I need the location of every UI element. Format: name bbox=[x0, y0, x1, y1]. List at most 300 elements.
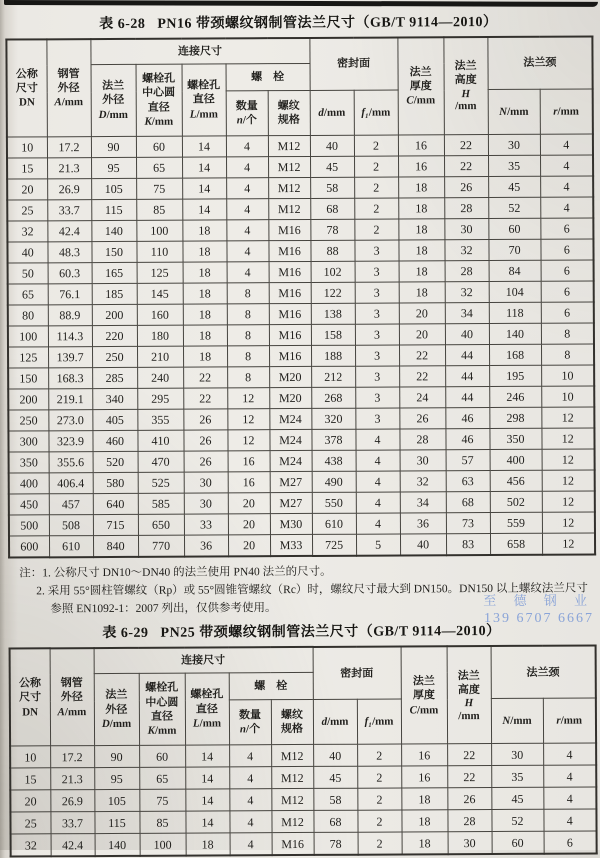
table-cell: 16 bbox=[401, 766, 447, 788]
col-header-seal-d bbox=[310, 90, 354, 135]
table-cell: 28 bbox=[445, 261, 489, 282]
group-header-bolt: 螺 栓 bbox=[229, 673, 313, 700]
table-cell: 4 bbox=[229, 767, 271, 789]
table-cell: 3 bbox=[355, 261, 399, 282]
table-cell: 25 bbox=[10, 812, 50, 834]
table-row bbox=[8, 365, 594, 389]
table-cell: 14 bbox=[185, 811, 229, 833]
table-cell: 17.2 bbox=[50, 746, 94, 768]
header-symbol: H /mm bbox=[455, 87, 477, 113]
table-cell: 52 bbox=[491, 810, 543, 832]
table-cell: 65 bbox=[136, 157, 182, 178]
table-cell: 520 bbox=[93, 451, 138, 472]
table-row bbox=[9, 533, 595, 558]
header-label: 法兰 厚度 bbox=[409, 65, 432, 93]
table-cell: 138 bbox=[311, 303, 355, 324]
table-cell: 300 bbox=[8, 431, 48, 452]
table2-caption-title: PN25 带颈螺纹钢制管法兰尺寸（GB/T 9114—2010） bbox=[160, 624, 501, 642]
table-cell: 2 bbox=[354, 177, 398, 198]
table-cell: 456 bbox=[490, 470, 542, 491]
table-cell: 75 bbox=[136, 178, 182, 199]
table-cell: 26 bbox=[399, 408, 445, 429]
table-cell: 12 bbox=[227, 409, 269, 430]
table-cell: 24 bbox=[399, 387, 445, 408]
table-cell: 65 bbox=[8, 284, 48, 305]
table-cell: 2 bbox=[354, 198, 398, 219]
table-cell: 285 bbox=[92, 367, 137, 388]
table-cell: M12 bbox=[268, 135, 310, 156]
table-cell: 46 bbox=[445, 429, 489, 450]
table-cell: 250 bbox=[8, 410, 48, 431]
table-cell: 88 bbox=[310, 240, 354, 261]
table-cell: 246 bbox=[489, 386, 541, 407]
col-header-seal-f1 bbox=[357, 699, 401, 744]
table-cell: 33.7 bbox=[50, 812, 94, 834]
table-cell: 58 bbox=[313, 789, 357, 811]
table-cell: 100 bbox=[140, 834, 186, 857]
table-cell: 16 bbox=[228, 451, 270, 472]
table-row bbox=[7, 134, 593, 158]
table-row bbox=[10, 743, 596, 768]
table-cell: 12 bbox=[227, 388, 269, 409]
flange-dimensions-table-pn16 bbox=[5, 35, 596, 558]
scanned-page bbox=[0, 4, 600, 858]
table-cell: 20 bbox=[228, 493, 270, 514]
table-row bbox=[11, 831, 597, 857]
header-symbol: f₁/mm bbox=[361, 106, 391, 119]
table-cell: 3 bbox=[355, 303, 399, 324]
table-cell: 104 bbox=[489, 281, 541, 302]
table-cell: 75 bbox=[139, 790, 185, 812]
table-cell: 4 bbox=[226, 157, 268, 178]
col-header-thread bbox=[268, 90, 310, 135]
table-cell: 60 bbox=[488, 218, 540, 239]
col-header-qty bbox=[226, 91, 268, 136]
table-cell: 4 bbox=[226, 241, 268, 262]
table-cell: 18 bbox=[183, 283, 227, 304]
col-header-seal-d bbox=[313, 700, 357, 745]
table-cell: 44 bbox=[445, 366, 489, 387]
table-cell: 320 bbox=[311, 408, 355, 429]
table-cell: 22 bbox=[444, 156, 488, 177]
table-cell: 30 bbox=[400, 450, 446, 471]
table-cell: 8 bbox=[227, 325, 269, 346]
table-cell: 14 bbox=[185, 789, 229, 811]
col-header-neck-r bbox=[540, 89, 593, 134]
table-row bbox=[10, 809, 596, 834]
table-cell: 60 bbox=[139, 746, 185, 768]
table-cell: 4 bbox=[356, 471, 400, 492]
header-symbol: L/mm bbox=[192, 717, 222, 730]
col-header-pipe-od bbox=[46, 39, 91, 137]
table-notes bbox=[19, 562, 600, 618]
table-cell: 508 bbox=[49, 515, 93, 536]
table2-body bbox=[10, 743, 597, 857]
note-text: 参照 EN1092-1：2007 列出，仅供参考使用。 bbox=[50, 601, 277, 615]
table-cell: 22 bbox=[399, 345, 445, 366]
table-cell: 185 bbox=[92, 283, 137, 304]
table1-header bbox=[6, 36, 593, 137]
table-cell: 84 bbox=[489, 260, 541, 281]
table-cell: 168 bbox=[489, 344, 541, 365]
header-symbol: r/mm bbox=[553, 105, 579, 118]
table-cell: 118 bbox=[489, 302, 541, 323]
table-cell: 26 bbox=[184, 451, 228, 472]
table-cell: 4 bbox=[356, 492, 400, 513]
table-cell: M16 bbox=[269, 345, 311, 366]
header-label: 螺栓孔 中心圆 直径 bbox=[142, 72, 176, 114]
table-cell: 14 bbox=[185, 745, 229, 767]
table-cell: 18 bbox=[399, 282, 445, 303]
table-cell: 2 bbox=[357, 788, 401, 810]
table-cell: 20 bbox=[10, 790, 50, 812]
table-cell: 490 bbox=[312, 471, 356, 492]
table-cell: 36 bbox=[400, 513, 446, 534]
table-cell: 90 bbox=[94, 746, 139, 768]
table-cell: 600 bbox=[9, 536, 49, 558]
table-cell: 16 bbox=[398, 156, 444, 177]
header-symbol: A/mm bbox=[54, 96, 84, 109]
table-row bbox=[7, 197, 593, 221]
table-row bbox=[8, 428, 594, 452]
table-cell: 3 bbox=[355, 387, 399, 408]
table-cell: 32 bbox=[444, 240, 488, 261]
table-cell: 42.4 bbox=[51, 834, 95, 857]
table-row bbox=[7, 218, 593, 242]
table-cell: 122 bbox=[311, 282, 355, 303]
table-cell: 26 bbox=[183, 430, 227, 451]
table-cell: 840 bbox=[93, 535, 138, 557]
table-cell: 114.3 bbox=[48, 326, 92, 347]
group-header-neck: 法兰颈 bbox=[491, 646, 596, 699]
table-row bbox=[9, 512, 595, 536]
table-cell: 355.6 bbox=[49, 452, 93, 473]
table-cell: 16 bbox=[401, 744, 447, 766]
table-cell: 2 bbox=[357, 810, 401, 832]
table-cell: 63 bbox=[446, 471, 490, 492]
header-label: 数量 bbox=[235, 99, 258, 113]
table-cell: 95 bbox=[91, 157, 136, 178]
table-row bbox=[7, 155, 593, 179]
table-cell: 180 bbox=[137, 325, 183, 346]
table-cell: 21.3 bbox=[50, 768, 94, 790]
header-label: 法兰 外径 bbox=[102, 79, 125, 107]
table-row bbox=[8, 344, 594, 368]
table-cell: 50 bbox=[8, 263, 48, 284]
table-cell: 8 bbox=[227, 367, 269, 388]
table-cell: 550 bbox=[312, 492, 356, 513]
header-label: 法兰 高度 bbox=[457, 669, 480, 696]
table-cell: 18 bbox=[399, 261, 445, 282]
table-cell: 22 bbox=[447, 744, 491, 766]
table-cell: 400 bbox=[9, 473, 49, 494]
table-cell: 4 bbox=[229, 745, 271, 767]
table-cell: 35 bbox=[488, 155, 540, 176]
table-cell: M16 bbox=[269, 324, 311, 345]
table-cell: 3 bbox=[355, 324, 399, 345]
table-cell: 268 bbox=[311, 387, 355, 408]
table-row bbox=[8, 323, 594, 347]
header-symbol: K/mm bbox=[144, 115, 174, 128]
table-cell: 18 bbox=[401, 788, 447, 810]
table-row bbox=[9, 491, 595, 515]
table-cell: 139.7 bbox=[48, 347, 92, 368]
table-cell: 6 bbox=[541, 281, 594, 302]
table-cell: 28 bbox=[399, 429, 445, 450]
table-cell: 2 bbox=[354, 219, 398, 240]
table-cell: 32 bbox=[7, 221, 47, 242]
group-header-connection: 连接尺寸 bbox=[94, 647, 313, 674]
table-cell: 88.9 bbox=[48, 305, 92, 326]
table-cell: 20 bbox=[228, 535, 270, 557]
table-cell: 15 bbox=[7, 158, 47, 179]
table-cell: M27 bbox=[270, 492, 312, 513]
table-cell: 6 bbox=[541, 302, 594, 323]
table-cell: 165 bbox=[92, 262, 137, 283]
table-cell: 46 bbox=[445, 408, 489, 429]
table-cell: 8 bbox=[541, 344, 594, 365]
col-header-bolt-circle bbox=[136, 64, 182, 136]
table-cell: 3 bbox=[355, 366, 399, 387]
table-cell: 14 bbox=[182, 199, 226, 220]
table-cell: 90 bbox=[91, 136, 136, 157]
table-cell: 45 bbox=[313, 767, 357, 789]
note-text: 2. 采用 55°圆柱管螺纹（Rp）或 55°圆锥管螺纹（Rc）时，螺纹尺寸最大到 DN150。DN150 以上螺纹法兰尺寸 bbox=[36, 582, 588, 598]
header-symbol: C/mm bbox=[409, 703, 439, 717]
header-symbol: D/mm bbox=[101, 717, 132, 731]
table-row bbox=[7, 176, 593, 200]
table-cell: 350 bbox=[9, 452, 49, 473]
header-label: 螺纹 规格 bbox=[277, 99, 300, 127]
table-cell: 85 bbox=[139, 812, 185, 834]
table-cell: 26.9 bbox=[47, 179, 91, 200]
table-cell: M12 bbox=[268, 156, 310, 177]
table-cell: 52 bbox=[488, 197, 540, 218]
table-cell: 16 bbox=[398, 135, 444, 156]
header-symbol: r/mm bbox=[556, 714, 583, 727]
table-cell: 4 bbox=[226, 178, 268, 199]
note-text: 1. 公称尺寸 DN10～DN40 的法兰使用 PN40 法兰的尺寸。 bbox=[42, 565, 332, 580]
table-cell: 32 bbox=[445, 282, 489, 303]
table-cell: M30 bbox=[270, 513, 312, 534]
table-row bbox=[8, 386, 594, 410]
table-cell: 20 bbox=[399, 303, 445, 324]
header-symbol: H /mm bbox=[458, 697, 480, 722]
table-cell: 65 bbox=[139, 768, 185, 790]
table-cell: 210 bbox=[137, 346, 183, 367]
flange-dimensions-table-pn25 bbox=[9, 645, 598, 858]
table-cell: 4 bbox=[540, 176, 593, 197]
table-cell: 60 bbox=[492, 832, 544, 855]
table1-caption-title: PN16 带颈螺纹钢制管法兰尺寸（GB/T 9114—2010） bbox=[157, 14, 498, 32]
table-cell: 295 bbox=[137, 388, 183, 409]
table-cell: 3 bbox=[354, 240, 398, 261]
col-header-flange-od bbox=[94, 674, 139, 746]
table-cell: 100 bbox=[136, 220, 182, 241]
table-cell: 30 bbox=[444, 219, 488, 240]
table-cell: 28 bbox=[447, 810, 491, 832]
table-cell: 18 bbox=[183, 262, 227, 283]
col-header-flange-od bbox=[91, 64, 136, 136]
table-cell: 14 bbox=[185, 767, 229, 789]
table-cell: 10 bbox=[541, 386, 594, 407]
table-cell: 30 bbox=[491, 744, 543, 766]
col-header-qty bbox=[229, 700, 271, 745]
table-cell: 658 bbox=[490, 533, 542, 555]
table-cell: 6 bbox=[541, 260, 594, 281]
table-cell: M24 bbox=[269, 408, 311, 429]
table-cell: 405 bbox=[92, 409, 137, 430]
table-cell: 400 bbox=[490, 449, 542, 470]
table-cell: M16 bbox=[268, 219, 310, 240]
table-cell: 18 bbox=[398, 240, 444, 261]
note-label: 注： bbox=[19, 567, 43, 580]
table-cell: M20 bbox=[269, 366, 311, 387]
table-cell: 40 bbox=[7, 242, 47, 263]
col-header-dn bbox=[6, 39, 47, 137]
table-cell: 4 bbox=[540, 134, 593, 155]
table-cell: 6 bbox=[540, 218, 593, 239]
table-cell: 220 bbox=[92, 325, 137, 346]
table-cell: 40 bbox=[310, 135, 354, 156]
header-label: 钢管 外径 bbox=[60, 677, 83, 704]
header-label: 公称 尺寸 DN bbox=[15, 67, 38, 109]
table-cell: 14 bbox=[182, 178, 226, 199]
table-cell: 21.3 bbox=[47, 158, 91, 179]
table-row bbox=[8, 281, 594, 305]
table-cell: 26.9 bbox=[50, 790, 94, 812]
table-cell: 45 bbox=[491, 788, 543, 810]
table-cell: 18 bbox=[186, 833, 230, 856]
table-cell: 18 bbox=[398, 177, 444, 198]
group-header-connection: 连接尺寸 bbox=[90, 38, 309, 65]
table-cell: 3 bbox=[355, 408, 399, 429]
table2-header bbox=[10, 646, 597, 747]
table-cell: 12 bbox=[542, 533, 595, 555]
table-cell: 2 bbox=[357, 744, 401, 766]
table-cell: 78 bbox=[314, 833, 358, 856]
table-cell: 18 bbox=[402, 832, 448, 855]
header-symbol: C/mm bbox=[406, 94, 436, 107]
table-cell: 4 bbox=[543, 765, 596, 787]
table-cell: 150 bbox=[91, 241, 136, 262]
table-cell: 25 bbox=[7, 200, 47, 221]
table-cell: 105 bbox=[91, 178, 136, 199]
table-cell: 58 bbox=[310, 177, 354, 198]
table-cell: 240 bbox=[137, 367, 183, 388]
table-cell: 10 bbox=[541, 365, 594, 386]
table-cell: 12 bbox=[542, 512, 595, 533]
table-cell: 5 bbox=[356, 534, 400, 556]
note-line bbox=[36, 580, 600, 601]
table-cell: 40 bbox=[313, 745, 357, 767]
header-symbol: K/mm bbox=[147, 724, 177, 738]
table-cell: 45 bbox=[310, 156, 354, 177]
header-label: 螺纹 规格 bbox=[280, 709, 304, 736]
col-header-height bbox=[443, 37, 488, 135]
table-cell: 30 bbox=[448, 832, 492, 855]
col-header-seal-f1 bbox=[354, 90, 398, 135]
table-cell: 650 bbox=[138, 514, 184, 535]
col-header-height bbox=[447, 646, 492, 744]
table-cell: M12 bbox=[268, 198, 310, 219]
table-cell: 32 bbox=[11, 834, 51, 857]
header-label: 法兰 厚度 bbox=[412, 675, 435, 702]
table-cell: 168.3 bbox=[48, 368, 92, 389]
table-cell: 410 bbox=[137, 430, 183, 451]
table-cell: 2 bbox=[354, 156, 398, 177]
table-cell: 525 bbox=[138, 472, 184, 493]
table-cell: 298 bbox=[489, 407, 541, 428]
table-cell: 68 bbox=[313, 811, 357, 833]
table-cell: 4 bbox=[540, 155, 593, 176]
table-row bbox=[9, 449, 595, 473]
table-cell: 355 bbox=[137, 409, 183, 430]
table-row bbox=[8, 407, 594, 431]
table-cell: 4 bbox=[543, 787, 596, 809]
table-cell: 68 bbox=[310, 198, 354, 219]
table-cell: 4 bbox=[543, 809, 596, 831]
table-cell: 36 bbox=[184, 535, 228, 557]
table-cell: 10 bbox=[7, 137, 47, 158]
table-cell: 17.2 bbox=[47, 137, 91, 158]
table-cell: M24 bbox=[269, 429, 311, 450]
col-header-dn bbox=[10, 649, 51, 747]
watermark-company: 至 德 钢 业 bbox=[483, 593, 594, 608]
table-cell: 219.1 bbox=[48, 389, 92, 410]
header-symbol: d/mm bbox=[318, 106, 346, 119]
table-cell: 323.9 bbox=[48, 431, 92, 452]
table-cell: 585 bbox=[138, 493, 184, 514]
table-cell: 500 bbox=[9, 515, 49, 536]
table-row bbox=[8, 260, 594, 284]
table-cell: 34 bbox=[445, 303, 489, 324]
table-cell: 4 bbox=[229, 811, 271, 833]
header-label: 螺栓孔 直径 bbox=[190, 688, 224, 716]
table-cell: 60 bbox=[136, 136, 182, 157]
table-cell: 105 bbox=[94, 790, 139, 812]
table-cell: 18 bbox=[182, 241, 226, 262]
table-cell: 22 bbox=[183, 388, 227, 409]
table1-caption-number: 表 6-28 bbox=[99, 16, 146, 33]
table-cell: 502 bbox=[490, 491, 542, 512]
table-cell: 28 bbox=[444, 198, 488, 219]
header-symbol: f₁/mm bbox=[364, 715, 394, 728]
note-line bbox=[50, 598, 600, 619]
table-cell: 78 bbox=[310, 219, 354, 240]
table-cell: 195 bbox=[489, 365, 541, 386]
table-cell: 60.3 bbox=[48, 263, 92, 284]
table-cell: 640 bbox=[93, 493, 138, 514]
table-cell: 33 bbox=[184, 514, 228, 535]
table-cell: 14 bbox=[182, 157, 226, 178]
header-label: 公称 尺寸 DN bbox=[18, 677, 42, 719]
table-cell: M12 bbox=[271, 745, 313, 767]
table-cell: M16 bbox=[268, 240, 310, 261]
table-cell: 4 bbox=[229, 789, 271, 811]
table-cell: 715 bbox=[93, 514, 138, 535]
group-header-neck: 法兰颈 bbox=[487, 36, 592, 89]
table-cell: 30 bbox=[488, 134, 540, 155]
table-cell: 16 bbox=[228, 472, 270, 493]
table-cell: 12 bbox=[541, 407, 594, 428]
table-cell: 4 bbox=[226, 136, 268, 157]
table-cell: 76.1 bbox=[48, 284, 92, 305]
table-cell: 438 bbox=[312, 450, 356, 471]
table-cell: 100 bbox=[8, 326, 48, 347]
col-header-thread bbox=[271, 700, 313, 745]
table-cell: 35 bbox=[491, 766, 543, 788]
